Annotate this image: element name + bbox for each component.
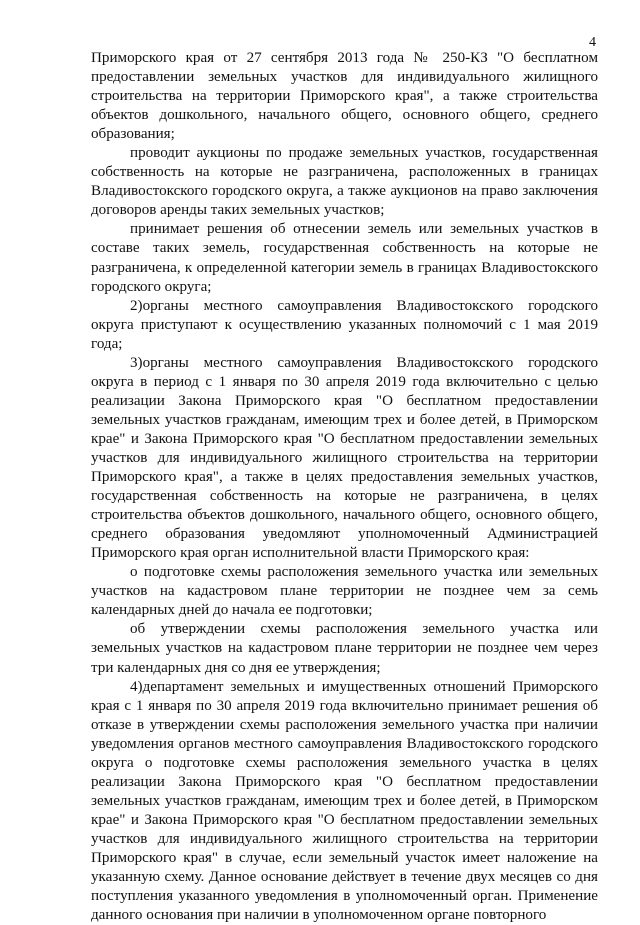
paragraph-item-3: 3)органы местного самоуправления Владивостокского городского округа в период с 1 января по 30 апреля 2019 года включительно с целью реализации Закона Приморского края "О бесплатном предоставлении земельных участков гражданам, имеющим трех и более детей, в Приморском крае" и Закона Приморского края "О бесплатном предоставлении земельных участков для индивидуального жилищного строительства на территории Приморского края", а также в целях предоставления земельных участков, государственная собственность на которые не разграничена, в целях строительства объектов дошкольного, начального общего, основного общего, среднего образования уведомляют уполномоченный Администрацией Приморского края орган исполнительной власти Приморского края: <box>91 354 598 562</box>
page-number: 4 <box>589 35 596 50</box>
paragraph-continuation: Приморского края от 27 сентября 2013 года № 250-КЗ "О бесплатном предоставлении земельных участков для индивидуального жилищного строительства на территории Приморского края", а также строительства объектов дошкольного, начального общего, основного общего, среднего образования; <box>91 50 598 143</box>
paragraph-scheme-preparation: о подготовке схемы расположения земельного участка или земельных участков на кадастровом плане территории не позднее чем за семь календарных дней до начала ее подготовки; <box>91 564 598 619</box>
document-body <box>91 49 598 925</box>
paragraph-scheme-approval: об утверждении схемы расположения земельного участка или земельных участков на кадастровом плане территории не позднее чем через три календарных дня со дня ее утверждения; <box>91 621 598 676</box>
paragraph-item-2: 2)органы местного самоуправления Владивостокского городского округа приступают к осуществлению указанных полномочий с 1 мая 2019 года; <box>91 297 598 352</box>
paragraph-auctions: проводит аукционы по продаже земельных участков, государственная собственность на которые не разграничена, расположенных в границах Владивостокского городского округа, а также аукционов на право заключения договоров аренды таких земельных участков; <box>91 145 598 219</box>
paragraph-item-4: 4)департамент земельных и имущественных отношений Приморского края с 1 января по 30 апреля 2019 года включительно принимает решения об отказе в утверждении схемы расположения земельного участка при наличии уведомления органов местного самоуправления Владивостокского городского округа о подготовке схемы расположения земельного участка в целях реализации Закона Приморского края "О бесплатном предоставлении земельных участков гражданам, имеющим трех и более детей, в Приморском крае" и Закона Приморского края "О бесплатном предоставлении земельных участков для индивидуального жилищного строительства на территории Приморского края" в случае, если земельный участок имеет наложение на указанную схему. Данное основание действует в течение двух месяцев со дня поступления указанного уведомления в уполномоченный орган. Применение данного основания при наличии в уполномоченном органе повторного <box>91 678 598 924</box>
paragraph-land-category: принимает решения об отнесении земель или земельных участков в составе таких земель, государственная собственность на которые не разграничена, к определенной категории земель в границах Владивостокского городского округа; <box>91 221 598 295</box>
